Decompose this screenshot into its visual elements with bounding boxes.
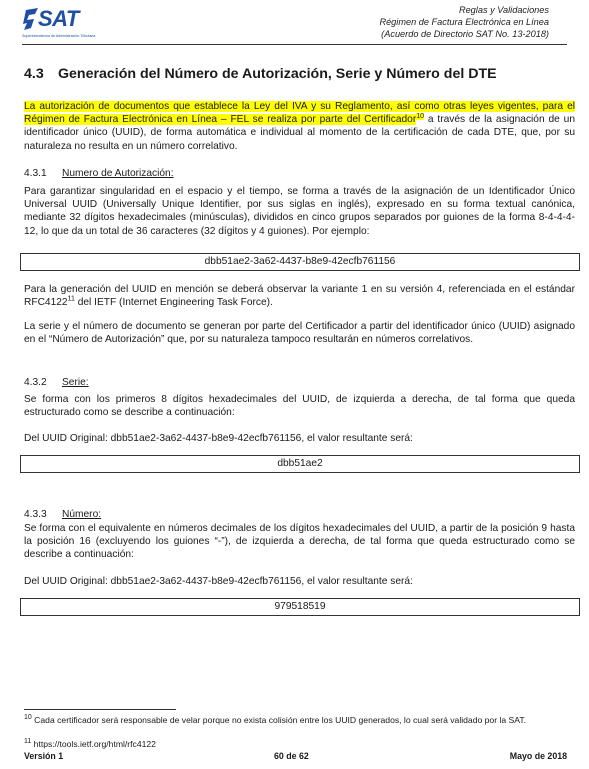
section-number: 4.3	[24, 66, 44, 82]
header-line-1: Reglas y Validaciones	[458, 5, 549, 15]
numero-result-box: 979518519	[20, 598, 580, 616]
logo-text: SAT	[38, 6, 79, 31]
subsection-number: 4.3.3	[24, 509, 47, 520]
header-divider	[22, 44, 567, 45]
subsection-4-3-2-heading	[24, 377, 89, 388]
subsection-title: Número:	[62, 509, 102, 520]
footer-version: Versión 1	[24, 751, 64, 761]
subsection-4-3-3-heading	[24, 509, 101, 520]
footnote-11-marker: 11	[24, 738, 32, 746]
footnote-ref-11: 11	[67, 295, 75, 303]
numero-description-paragraph: Se forma con el equivalente en números decimales de los dígitos hexadecimales del UUID, a partir de la posición 9 hasta la posición 16 (excluyendo los guiones “-”), de izquierda a derecha, de tal forma que queda estructurado como se describe a continuación:	[24, 523, 575, 561]
header-info	[379, 4, 549, 40]
serie-result-box: dbb51ae2	[20, 455, 580, 473]
subsection-number: 4.3.1	[24, 168, 47, 179]
section-title-text: Generación del Número de Autorización, Serie y Número del DTE	[58, 66, 497, 82]
footer-page-number: 60 de 62	[274, 751, 309, 761]
footnote-10-text: Cada certificador será responsable de velar porque no exista colisión entre los UUID generados, lo cual será validado por la SAT.	[31, 715, 527, 725]
highlighted-text: La autorización de documentos que establece la Ley del IVA y su Reglamento, así como otras leyes vigentes, para el Régimen de Factura Electrónica en Línea – FEL se realiza por parte del Certificador	[24, 101, 575, 126]
numero-original-uuid-paragraph: Del UUID Original: dbb51ae2-3a62-4437-b8e9-42ecfb761156, el valor resultante será:	[24, 576, 413, 587]
footnote-ref-10: 10	[416, 112, 425, 120]
subsection-title: Numero de Autorización:	[62, 168, 174, 179]
footnote-11	[24, 739, 576, 750]
uuid-variant-text-b: del IETF (Internet Engineering Task Force).	[74, 297, 273, 309]
sat-logo	[22, 4, 114, 42]
uuid-variant-text-a: Para la generación del UUID en mención se deberá observar la variante 1 en su versión 4, referenciada en el estándar RFC4122	[24, 284, 575, 309]
logo-subtext: Superintendencia de Administración Tributaria	[22, 34, 96, 38]
intro-paragraph	[24, 100, 575, 153]
uuid-example-box: dbb51ae2-3a62-4437-b8e9-42ecfb761156	[20, 253, 580, 271]
header-line-2: Régimen de Factura Electrónica en Línea	[379, 17, 549, 27]
footnote-11-link[interactable]: https://tools.ietf.org/html/rfc4122	[31, 739, 156, 749]
header-line-3: (Acuerdo de Directorio SAT No. 13-2018)	[381, 29, 549, 39]
serie-description-paragraph: Se forma con los primeros 8 dígitos hexadecimales del UUID, de izquierda a derecha, de tal forma que queda estructurado como se describe a continuación:	[24, 394, 575, 419]
series-number-paragraph: La serie y el número de documento se generan por parte del Certificador a partir del identificador único (UUID) asignado en el “Número de Autorización” que, por su naturaleza tampoco resultarán en números correlativos.	[24, 321, 575, 346]
uuid-variant-paragraph	[24, 283, 575, 309]
footnote-10-marker: 10	[24, 714, 32, 722]
serie-original-uuid-paragraph: Del UUID Original: dbb51ae2-3a62-4437-b8e9-42ecfb761156, el valor resultante será:	[24, 433, 413, 444]
section-title	[24, 66, 497, 82]
subsection-4-3-1-heading	[24, 168, 174, 179]
uuid-description-paragraph: Para garantizar singularidad en el espacio y el tiempo, se forma a través de la asignación de un Identificador Único Universal UUID (Universally Unique Identifier, por sus siglas en inglés), expresado en su forma textual canónica, mediante 32 dígitos hexadecimales (minúsculas), divididos en cinco grupos separados por guiones de la forma 8-4-4-4-12, lo que da un total de 36 caracteres (32 dígitos y 4 guiones). Por ejemplo:	[24, 186, 575, 237]
footer-date: Mayo de 2018	[509, 751, 567, 761]
intro-rest: a través de la asignación de un identificador único (UUID), de forma automática e individual al momento de la certificación de cada DTE, que, por su naturaleza no resulta en un número correlativo.	[24, 114, 575, 152]
subsection-number: 4.3.2	[24, 377, 47, 388]
footnote-divider	[24, 709, 176, 710]
footnote-10	[24, 715, 576, 726]
subsection-title: Serie:	[62, 377, 89, 388]
